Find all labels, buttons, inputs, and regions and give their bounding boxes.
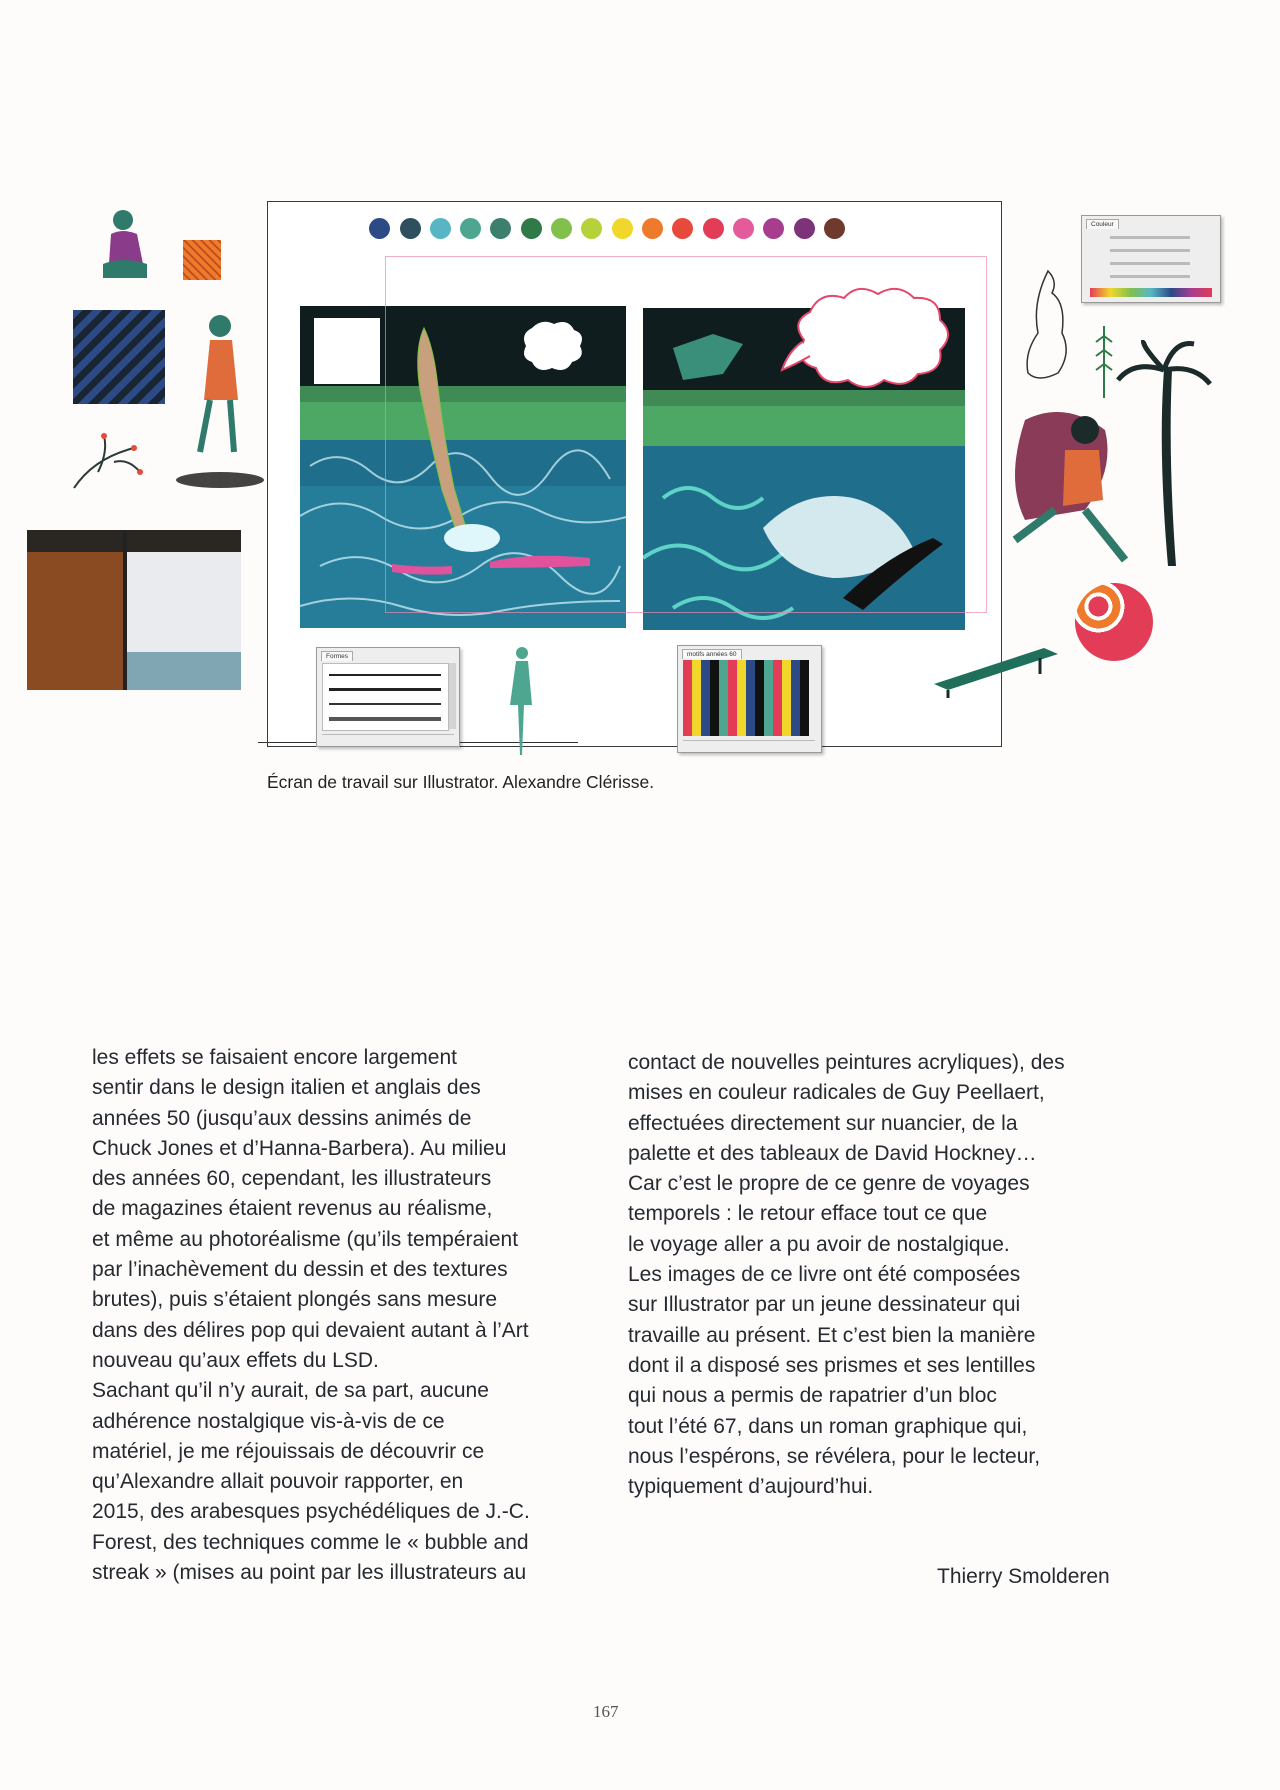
text-line: typiquement d’aujourd’hui. (628, 1475, 874, 1499)
brush-stroke[interactable] (329, 703, 441, 705)
text-line: les effets se faisaient encore largement (92, 1046, 457, 1069)
swatch-2[interactable] (400, 218, 421, 239)
text-line: qui nous a permis de rapatrier d’un bloc (628, 1384, 997, 1408)
text-line: tout l’été 67, dans un roman graphique qui, (628, 1414, 1028, 1438)
brush-stroke[interactable] (329, 717, 441, 721)
swatch-8[interactable] (581, 218, 602, 239)
text-line: Car c’est le propre de ce genre de voyages (628, 1172, 1030, 1196)
formes-toolbar (322, 734, 454, 744)
color-slider-m[interactable] (1110, 249, 1190, 252)
text-line: brutes), puis s’étaient plongés sans mesure (92, 1288, 498, 1312)
text-line: Forest, des techniques comme le « bubble and (92, 1530, 529, 1554)
ground-shadow (176, 472, 264, 488)
text-line: le voyage aller a pu avoir de nostalgique. (628, 1232, 1010, 1256)
swatch-1[interactable] (369, 218, 390, 239)
orange-pattern-tile (183, 240, 221, 280)
motifs-panel-tab[interactable]: motifs années 60 (682, 649, 742, 659)
motifs-panel[interactable] (677, 645, 822, 753)
swatch-15[interactable] (794, 218, 815, 239)
color-slider-c[interactable] (1110, 236, 1190, 239)
text-line: nous l’espérons, se révélera, pour le lecteur, (628, 1444, 1041, 1468)
sitting-figure-illustration (97, 208, 153, 286)
swatch-11[interactable] (672, 218, 693, 239)
text-line: palette et des tableaux de David Hockney… (628, 1141, 1037, 1165)
illustrator-figure (0, 0, 1280, 800)
fern-plant (1094, 326, 1114, 398)
diving-board-illustration (930, 638, 1062, 700)
color-slider-n[interactable] (1110, 275, 1190, 278)
couleur-panel[interactable] (1081, 215, 1221, 303)
article-right-column (628, 1048, 1148, 1502)
swatch-9[interactable] (612, 218, 633, 239)
color-slider-j[interactable] (1110, 262, 1190, 265)
text-line: Chuck Jones et d’Hanna-Barbera). Au milieu (92, 1136, 507, 1160)
swatch-5[interactable] (490, 218, 511, 239)
motifs-toolbar (683, 740, 815, 750)
text-line: Les images de ce livre ont été composées (628, 1263, 1021, 1287)
swatch-7[interactable] (551, 218, 572, 239)
text-line: sur Illustrator par un jeune dessinateur qui (628, 1293, 1021, 1317)
article-left-column (92, 1043, 612, 1588)
page-number: 167 (593, 1702, 619, 1721)
swatch-10[interactable] (642, 218, 663, 239)
brush-stroke[interactable] (329, 688, 441, 691)
swatch-12[interactable] (703, 218, 724, 239)
swatch-4[interactable] (460, 218, 481, 239)
text-line: matériel, je me réjouissais de découvrir ce (92, 1439, 485, 1463)
motifs-grid[interactable] (683, 660, 809, 736)
text-line: dont il a disposé ses prismes et ses lentilles (628, 1353, 1036, 1377)
couleur-panel-tab[interactable]: Couleur (1086, 219, 1119, 229)
text-line: adhérence nostalgique vis-à-vis de ce (92, 1409, 445, 1433)
zigzag-pattern-tile (73, 310, 165, 404)
text-line: dans des délires pop qui devaient autant à l’Art (92, 1318, 529, 1342)
selection-bounding-box[interactable] (385, 256, 987, 613)
swatch-13[interactable] (733, 218, 754, 239)
sketch-figure (1012, 265, 1084, 395)
woman-in-chair-illustration (995, 400, 1145, 572)
text-line: travaille au présent. Et c’est bien la manière (628, 1323, 1036, 1347)
text-line: qu’Alexandre allait pouvoir rapporter, en (92, 1470, 464, 1494)
text-line: années 50 (jusqu’aux dessins animés de (92, 1106, 472, 1130)
text-line: 2015, des arabesques psychédéliques de J.-C. (92, 1500, 530, 1524)
author-signature: Thierry Smolderen (937, 1565, 1110, 1588)
modern-house-photo (27, 530, 241, 690)
brush-stroke[interactable] (329, 674, 441, 676)
swatch-14[interactable] (763, 218, 784, 239)
text-line: et même au photoréalisme (qu’ils tempéraient (92, 1227, 519, 1251)
text-line: par l’inachèvement du dessin et des textures (92, 1258, 508, 1282)
branch-illustration (70, 428, 146, 492)
standing-figure-small (508, 645, 536, 761)
swatch-3[interactable] (430, 218, 451, 239)
formes-scrollbar[interactable] (449, 663, 456, 729)
text-line: temporels : le retour efface tout ce que (628, 1202, 988, 1226)
formes-brush-list[interactable] (322, 663, 449, 731)
swatch-16[interactable] (824, 218, 845, 239)
text-line: effectuées directement sur nuancier, de la (628, 1111, 1018, 1135)
text-line: des années 60, cependant, les illustrateurs (92, 1167, 492, 1191)
formes-panel[interactable] (316, 647, 460, 747)
text-line: Sachant qu’il n’y aurait, de sa part, aucune (92, 1379, 489, 1403)
figure-caption: Écran de travail sur Illustrator. Alexandre Clérisse. (267, 772, 655, 792)
text-line: nouveau qu’aux effets du LSD. (92, 1348, 379, 1372)
swatch-6[interactable] (521, 218, 542, 239)
floral-pattern-circle (1075, 583, 1153, 661)
text-line: streak » (mises au point par les illustrateurs au (92, 1561, 527, 1585)
formes-panel-tab[interactable]: Formes (321, 651, 353, 661)
text-line: contact de nouvelles peintures acryliques), des (628, 1051, 1065, 1074)
text-line: sentir dans le design italien et anglais des (92, 1076, 481, 1100)
text-line: de magazines étaient revenus au réalisme, (92, 1197, 493, 1221)
woman-standing-illustration (180, 310, 250, 478)
color-spectrum-bar[interactable] (1090, 288, 1212, 297)
text-line: mises en couleur radicales de Guy Peellaert, (628, 1081, 1045, 1105)
